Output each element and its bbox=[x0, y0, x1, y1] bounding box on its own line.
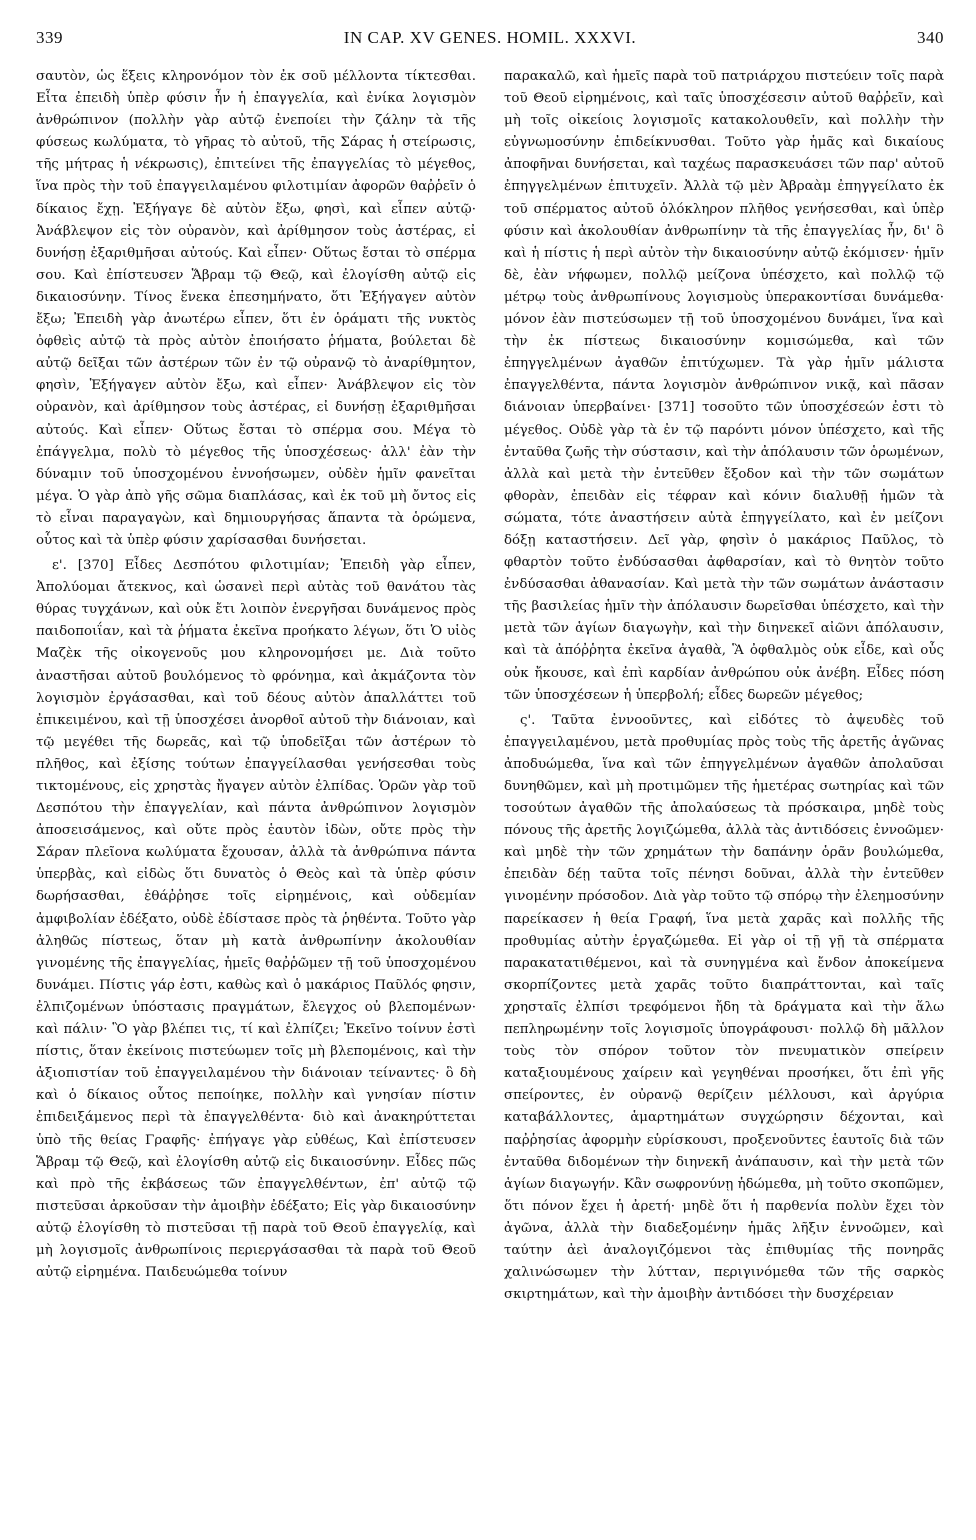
page-number-right: 340 bbox=[917, 28, 944, 47]
right-paragraph-2: ς'. Ταῦτα ἐννοοῦντες, καὶ εἰδότες τὸ ἀψευδὲς τοῦ ἐπαγγειλαμένου, μετὰ προθυμίας πρὸς τοὺς τῆς ἀρετῆς ἀγῶνας ἀποδυώμεθα, ἵνα καὶ τῶν ἐπηγγελμένων ἀγαθῶν ἀπολαῦσαι δυνηθῶμεν, καὶ μὴ προτιμῶμεν τῆς ἡμετέρας σωτηρίας καὶ τῶν τοσούτων ἀγαθῶν τῆς ἀπολαύσεως τὰ πρόσκαιρα, μηδὲ τοὺς πόνους τῆς ἀρετῆς λογιζώμεθα, ἀλλὰ τὰς ἀντιδόσεις ἐννοῶμεν· καὶ μηδὲ τὴν τῶν χρημάτων τὴν δαπάνην ὁρᾶν βουλώμεθα, ἐπειδὰν δέῃ ταῦτα τοῖς πένησι δοῦναι, ἀλλὰ τὴν ἐντεῦθεν γινομένην πρόσοδον. Διὰ γὰρ τοῦτο τῷ σπόρῳ τὴν ἐλεημοσύνην παρείκασεν ἡ θεία Γραφή, ἵνα μετὰ χαρᾶς καὶ πολλῆς τῆς προθυμίας αὐτὴν ἐργαζώμεθα. Εἰ γὰρ οἱ τῇ γῇ τὰ σπέρματα παρακατατιθέμενοι, καὶ τὰ συνηγμένα καὶ ἔνδον ἀποκείμενα σκορπίζοντες μετὰ χαρᾶς τοῦτο διαπράττονται, καὶ ταῖς χρησταῖς ἐλπίσι τρεφόμενοι ἤδη τὰ δράγματα καὶ τὴν ἅλω πεπληρωμένην τοῖς λογισμοῖς ὑπογράφουσι· πολλῷ δὴ μᾶλλον τοὺς τὸν σπόρον τοῦτον τὸν πνευματικὸν σπείρειν καταξιουμένους χαίρειν καὶ γεγηθέναι προσήκει, ὅτι ἐπὶ γῆς σπείροντες, ἐν οὐρανῷ θερίζειν μέλλουσι, καὶ ἀργύρια καταβάλλοντες, ἁμαρτημάτων συγχώρησιν δέχονται, καὶ παῤῥησίας ἀφορμὴν εὑρίσκουσι, προξενοῦντες ἑαυτοῖς διὰ τῶν ἐνταῦθα διδομένων τὴν διηνεκῆ ἀνάπαυσιν, καὶ τὴν μετὰ τῶν ἁγίων διαγωγήν. Κἂν σωφρονύνῃ ἡδώμεθα, μὴ τοῦτο σκοπῶμεν, ὅτι πόνον ἔχει ἡ ἀρετή· μηδὲ ὅτι ἡ παρθενία πολὺν ἔχει τὸν ἀγῶνα, ἀλλὰ τὴν διαδεξομένην ἡμᾶς λῆξιν ἐννοῶμεν, καὶ ταύτην ἀεὶ ἀναλογιζόμενοι τὰς ἐπιθυμίας τῆς πονηρᾶς χαλινώσωμεν τὴν λύτταν, περιγινόμεθα τῶν τῆς σαρκὸς σκιρτημάτων, καὶ τὴν ἀμοιβὴν ἀντιδόσει τὴν δυσχέρειαν bbox=[504, 712, 944, 1303]
right-paragraph-1: παρακαλῶ, καὶ ἡμεῖς παρὰ τοῦ πατριάρχου πιστεύειν τοῖς παρὰ τοῦ Θεοῦ εἰρημένοις, καὶ ταῖς ὑποσχέσεσιν αὐτοῦ θαῤῥεῖν, καὶ μὴ τοῖς οἰκείοις λογισμοῖς κατακολουθεῖν, καὶ πολλὴν τὴν εὐγνωμοσύνην ἐπιδείκνυσθαι. Τοῦτο γὰρ ἡμᾶς καὶ δικαίους ἀποφῆναι δυνήσεται, καὶ ταχέως παρασκευάσει τῶν παρ' αὐτοῦ ἐπηγγελμένων ἐπιτυχεῖν. Ἀλλὰ τῷ μὲν Ἀβραὰμ ἐπηγγείλατο ἐκ τοῦ σπέρματος αὐτοῦ ὁλόκληρον πλῆθος γενήσεσθαι, καὶ ὑπὲρ φύσιν καὶ ἀκολουθίαν ἀνθρωπίνην τὰ τῆς ἐπαγγελίας ἦν, δι' ὃ καὶ ἡ πίστις ἡ περὶ αὐτὸν τὴν δικαιοσύνην αὐτῷ ἐκόμισεν· ἡμῖν δὲ, ἐὰν νήφωμεν, πολλῷ μείζονα ὑπέσχετο, καὶ πολλῷ τῷ μέτρῳ τοὺς ἀνθρωπίνους λογισμοὺς ὑπερακοντίσαι δυνάμεθα· μόνον ἐὰν πιστεύσωμεν τῇ τοῦ ὑποσχομένου δυνάμει, ἵνα καὶ τὴν ἐκ πίστεως δικαιοσύνην κομισώμεθα, καὶ τῶν ἐπηγγελμένων ἀγαθῶν ἐπιτύχωμεν. Τὰ γὰρ ἡμῖν μάλιστα ἐπαγγελθέντα, πάντα λογισμὸν ἀνθρώπινον νικᾷ, καὶ πᾶσαν διάνοιαν ὑπερβαίνει· [371] τοσοῦτο τῶν ὑποσχέσεών ἐστι τὸ μέγεθος. Οὐδὲ γὰρ τὰ ἐν τῷ παρόντι μόνον ὑπέσχετο, καὶ τῆς ἐνταῦθα ζωῆς τὴν σύστασιν, καὶ τὴν ἀπόλαυσιν τῶν ὁρωμένων, ἀλλὰ καὶ μετὰ τὴν ἐντεῦθεν ἔξοδον καὶ τὴν τῶν σωμάτων φθορὰν, ἐπειδὰν εἰς τέφραν καὶ κόνιν διαλυθῇ ἡμῶν τὰ σώματα, τότε ἀναστήσειν αὐτὰ ἐπηγγείλατο, καὶ ἐν μείζονι δόξῃ καταστήσειν. Δεῖ γὰρ, φησὶν ὁ μακάριος Παῦλος, τὸ φθαρτὸν τοῦτο ἐνδύσασθαι ἀφθαρσίαν, καὶ τὸ θνητὸν τοῦτο ἐνδύσασθαι ἀθανασίαν. Καὶ μετὰ τὴν τῶν σωμάτων ἀνάστασιν τῆς βασιλείας ἡμῖν τὴν ἀπόλαυσιν δωρεῖσθαι ὑπέσχετο, καὶ τὴν μετὰ τῶν ἁγίων διαγωγὴν, καὶ τὴν διηνεκεῖ αἰῶνι ἀπόλαυσιν, καὶ τὰ ἀπόῤῥητα ἐκεῖνα ἀγαθὰ, Ἃ ὀφθαλμὸς οὐκ εἶδε, καὶ οὖς οὐκ ἤκουσε, καὶ ἐπὶ καρδίαν ἀνθρώπου οὐκ ἀνέβη. Εἶδες πόση τῶν ὑποσχέσεων ἡ ὑπερβολή; εἶδες δωρεῶν μέγεθος; bbox=[504, 69, 944, 703]
text-columns bbox=[36, 66, 944, 1516]
left-column bbox=[36, 66, 476, 1516]
left-paragraph-1: σαυτὸν, ὡς ἕξεις κληρονόμον τὸν ἐκ σοῦ μέλλοντα τίκτεσθαι. Εἶτα ἐπειδὴ ὑπὲρ φύσιν ἦν ἡ ἐπαγγελία, καὶ ἐνίκα λογισμὸν ἀνθρώπινον (πολλὴν γὰρ αὐτῷ ἐνεποίει τὴν ζάλην τὰ τῆς φύσεως κωλύματα, τὸ γῆρας τὸ αὐτοῦ, τῆς Σάρας ἡ στείρωσις, τῆς μήτρας ἡ νέκρωσις), ἐπιτείνει τῆς ἐπαγγελίας τὸ μέγεθος, ἵνα πρὸς τὴν τοῦ ἐπαγγειλαμένου φιλοτιμίαν ἀφορῶν θαῤῥεῖν ὁ δίκαιος ἔχῃ. Ἐξήγαγε δὲ αὐτὸν ἔξω, φησὶ, καὶ εἶπεν αὐτῷ· Ἀνάβλεψον εἰς τὸν οὐρανὸν, καὶ ἀρίθμησον τοὺς ἀστέρας, εἰ δυνήσῃ ἐξαριθμῆσαι αὐτούς. Καὶ εἶπεν· Οὕτως ἔσται τὸ σπέρμα σου. Καὶ ἐπίστευσεν Ἅβραμ τῷ Θεῷ, καὶ ἐλογίσθη αὐτῷ εἰς δικαιοσύνην. Τίνος ἕνεκα ἐπεσημήνατο, ὅτι Ἐξήγαγεν αὐτὸν ἔξω; Ἐπειδὴ γὰρ ἀνωτέρω εἶπεν, ὅτι ἐν ὁράματι τῆς νυκτὸς ὀφθεὶς αὐτῷ τὰ πρὸς αὐτὸν ἐποιήσατο ῥήματα, βούλεται δὲ αὐτῷ δεῖξαι τῶν ἀστέρων τῶν ἐν τῷ οὐρανῷ τὸ ἀναρίθμητον, φησὶν, Ἐξήγαγεν αὐτὸν ἔξω, καὶ εἶπεν· Ἀνάβλεψον εἰς τὸν οὐρανὸν, καὶ ἀρίθμησον τοὺς ἀστέρας, εἰ δυνήσῃ ἐξαριθμῆσαι αὐτούς. Καὶ εἶπεν· Οὕτως ἔσται τὸ σπέρμα σου. Μέγα τὸ ἐπάγγελμα, πολὺ τὸ μέγεθος τῆς ὑποσχέσεως· ἀλλ' ἐὰν τὴν δύναμιν τοῦ ὑποσχομένου ἐννοήσωμεν, οὐδὲν ἡμῖν φανεῖται μέγα. Ὁ γὰρ ἀπὸ γῆς σῶμα διαπλάσας, καὶ ἐκ τοῦ μὴ ὄντος εἰς τὸ εἶναι παραγαγὼν, καὶ δημιουργήσας ἅπαντα τὰ ὁρώμενα, οὗτος καὶ τὰ ὑπὲρ φύσιν χαρίσασθαι δυνήσεται. bbox=[36, 69, 476, 548]
right-column bbox=[504, 66, 944, 1516]
page-number-left: 339 bbox=[36, 28, 63, 47]
page bbox=[36, 28, 944, 1520]
running-title: IN CAP. XV GENES. HOMIL. XXXVI. bbox=[343, 28, 637, 47]
running-header bbox=[36, 28, 944, 60]
left-paragraph-2: ε'. [370] Εἶδες Δεσπότου φιλοτιμίαν; Ἐπειδὴ γὰρ εἶπεν, Ἀπολύομαι ἄτεκνος, καὶ ὡσανεὶ περὶ αὐτὰς τοῦ θανάτου τὰς θύρας τυγχάνων, καὶ οὐκ ἔτι λοιπὸν ἐνεργῆσαι δυνάμενος πρὸς παιδοποιΐαν, καὶ τὰ ῥήματα ἐκεῖνα προήκατο λέγων, ὅτι Ὁ υἱὸς Μαζὲκ τῆς οἰκογενοῦς μου κληρονομήσει με. Διὰ τοῦτο ἀναστῆσαι αὐτοῦ βουλόμενος τὸ φρόνημα, καὶ ἀκμάζοντα τὸν λογισμὸν ἐργάσασθαι, καὶ τοῦ δέους αὐτὸν ἀπαλλάττει τοῦ ἐπικειμένου, καὶ τῇ ὑποσχέσει ἀνορθοῖ αὐτοῦ τὴν διάνοιαν, καὶ τῷ μεγέθει τῆς δωρεᾶς, καὶ τῷ ὑποδεῖξαι τῶν ἀστέρων τὸ πλῆθος, καὶ ἐξίσης τούτων ἐπαγγείλασθαι γενήσεσθαι τοὺς τικτομένους, εἰς χρηστὰς ἤγαγεν αὐτὸν ἐλπίδας. Ὁρῶν γὰρ τοῦ Δεσπότου τὴν ἐπαγγελίαν, καὶ πάντα ἀνθρώπινον λογισμὸν ἀποσεισάμενος, καὶ οὔτε πρὸς ἑαυτὸν ἰδὼν, οὔτε πρὸς τὴν Σάραν πλεῖονα κωλύματα ἔχουσαν, ἀλλὰ τὰ ἀνθρώπινα πάντα ὑπερβὰς, καὶ εἰδὼς ὅτι δυνατὸς ὁ Θεὸς καὶ τὰ ὑπὲρ φύσιν δωρήσασθαι, ἐθάῤῥησε τοῖς εἰρημένοις, καὶ οὐδεμίαν ἀμφιβολίαν ἐδέξατο, οὐδὲ ἐδίστασε πρὸς τὰ ῥηθέντα. Τοῦτο γὰρ ἀληθῶς πίστεως, ὅταν μὴ κατὰ ἀνθρωπίνην ἀκολουθίαν γινομένης τῆς ἐπαγγελίας, ἡμεῖς θαῤῥῶμεν τῇ τοῦ ὑποσχομένου δυνάμει. Πίστις γάρ ἐστι, καθὼς καὶ ὁ μακάριος Παῦλός φησιν, ἐλπιζομένων ὑπόστασις πραγμάτων, ἔλεγχος οὐ βλεπομένων· καὶ πάλιν· Ὃ γὰρ βλέπει τις, τί καὶ ἐλπίζει; Ἐκεῖνο τοίνυν ἐστὶ πίστις, ὅταν ἐκείνοις πιστεύωμεν τοῖς μὴ βλεπομένοις, καὶ τὴν ἀξιοπιστίαν τοῦ ἐπαγγειλαμένου τὴν διάνοιαν τείναντες· ὃ δὴ καὶ ὁ δίκαιος οὗτος πεποίηκε, πολλὴν καὶ γνησίαν πίστιν ἐπιδειξάμενος περὶ τὰ ἐπαγγελθέντα· διὸ καὶ ἀνακηρύττεται ὑπὸ τῆς θείας Γραφῆς· ἐπήγαγε γὰρ εὐθέως, Καὶ ἐπίστευσεν Ἅβραμ τῷ Θεῷ, καὶ ἐλογίσθη αὐτῷ εἰς δικαιοσύνην. Εἶδες πῶς καὶ πρὸ τῆς ἐκβάσεως τῶν ἐπαγγελθέντων, ἐπ' αὐτῷ τῷ πιστεῦσαι ἀρκοῦσαν τὴν ἀμοιβὴν ἐδέξατο; Εἰς γὰρ δικαιοσύνην αὐτῷ ἐλογίσθη τὸ πιστεῦσαι τῇ παρὰ τοῦ Θεοῦ ἐπαγγελίᾳ, καὶ μὴ λογισμοῖς ἀνθρωπίνοις περιεργάσασθαι τὰ παρὰ τοῦ Θεοῦ αὐτῷ εἰρημένα. Παιδευώμεθα τοίνυν bbox=[36, 558, 476, 1281]
